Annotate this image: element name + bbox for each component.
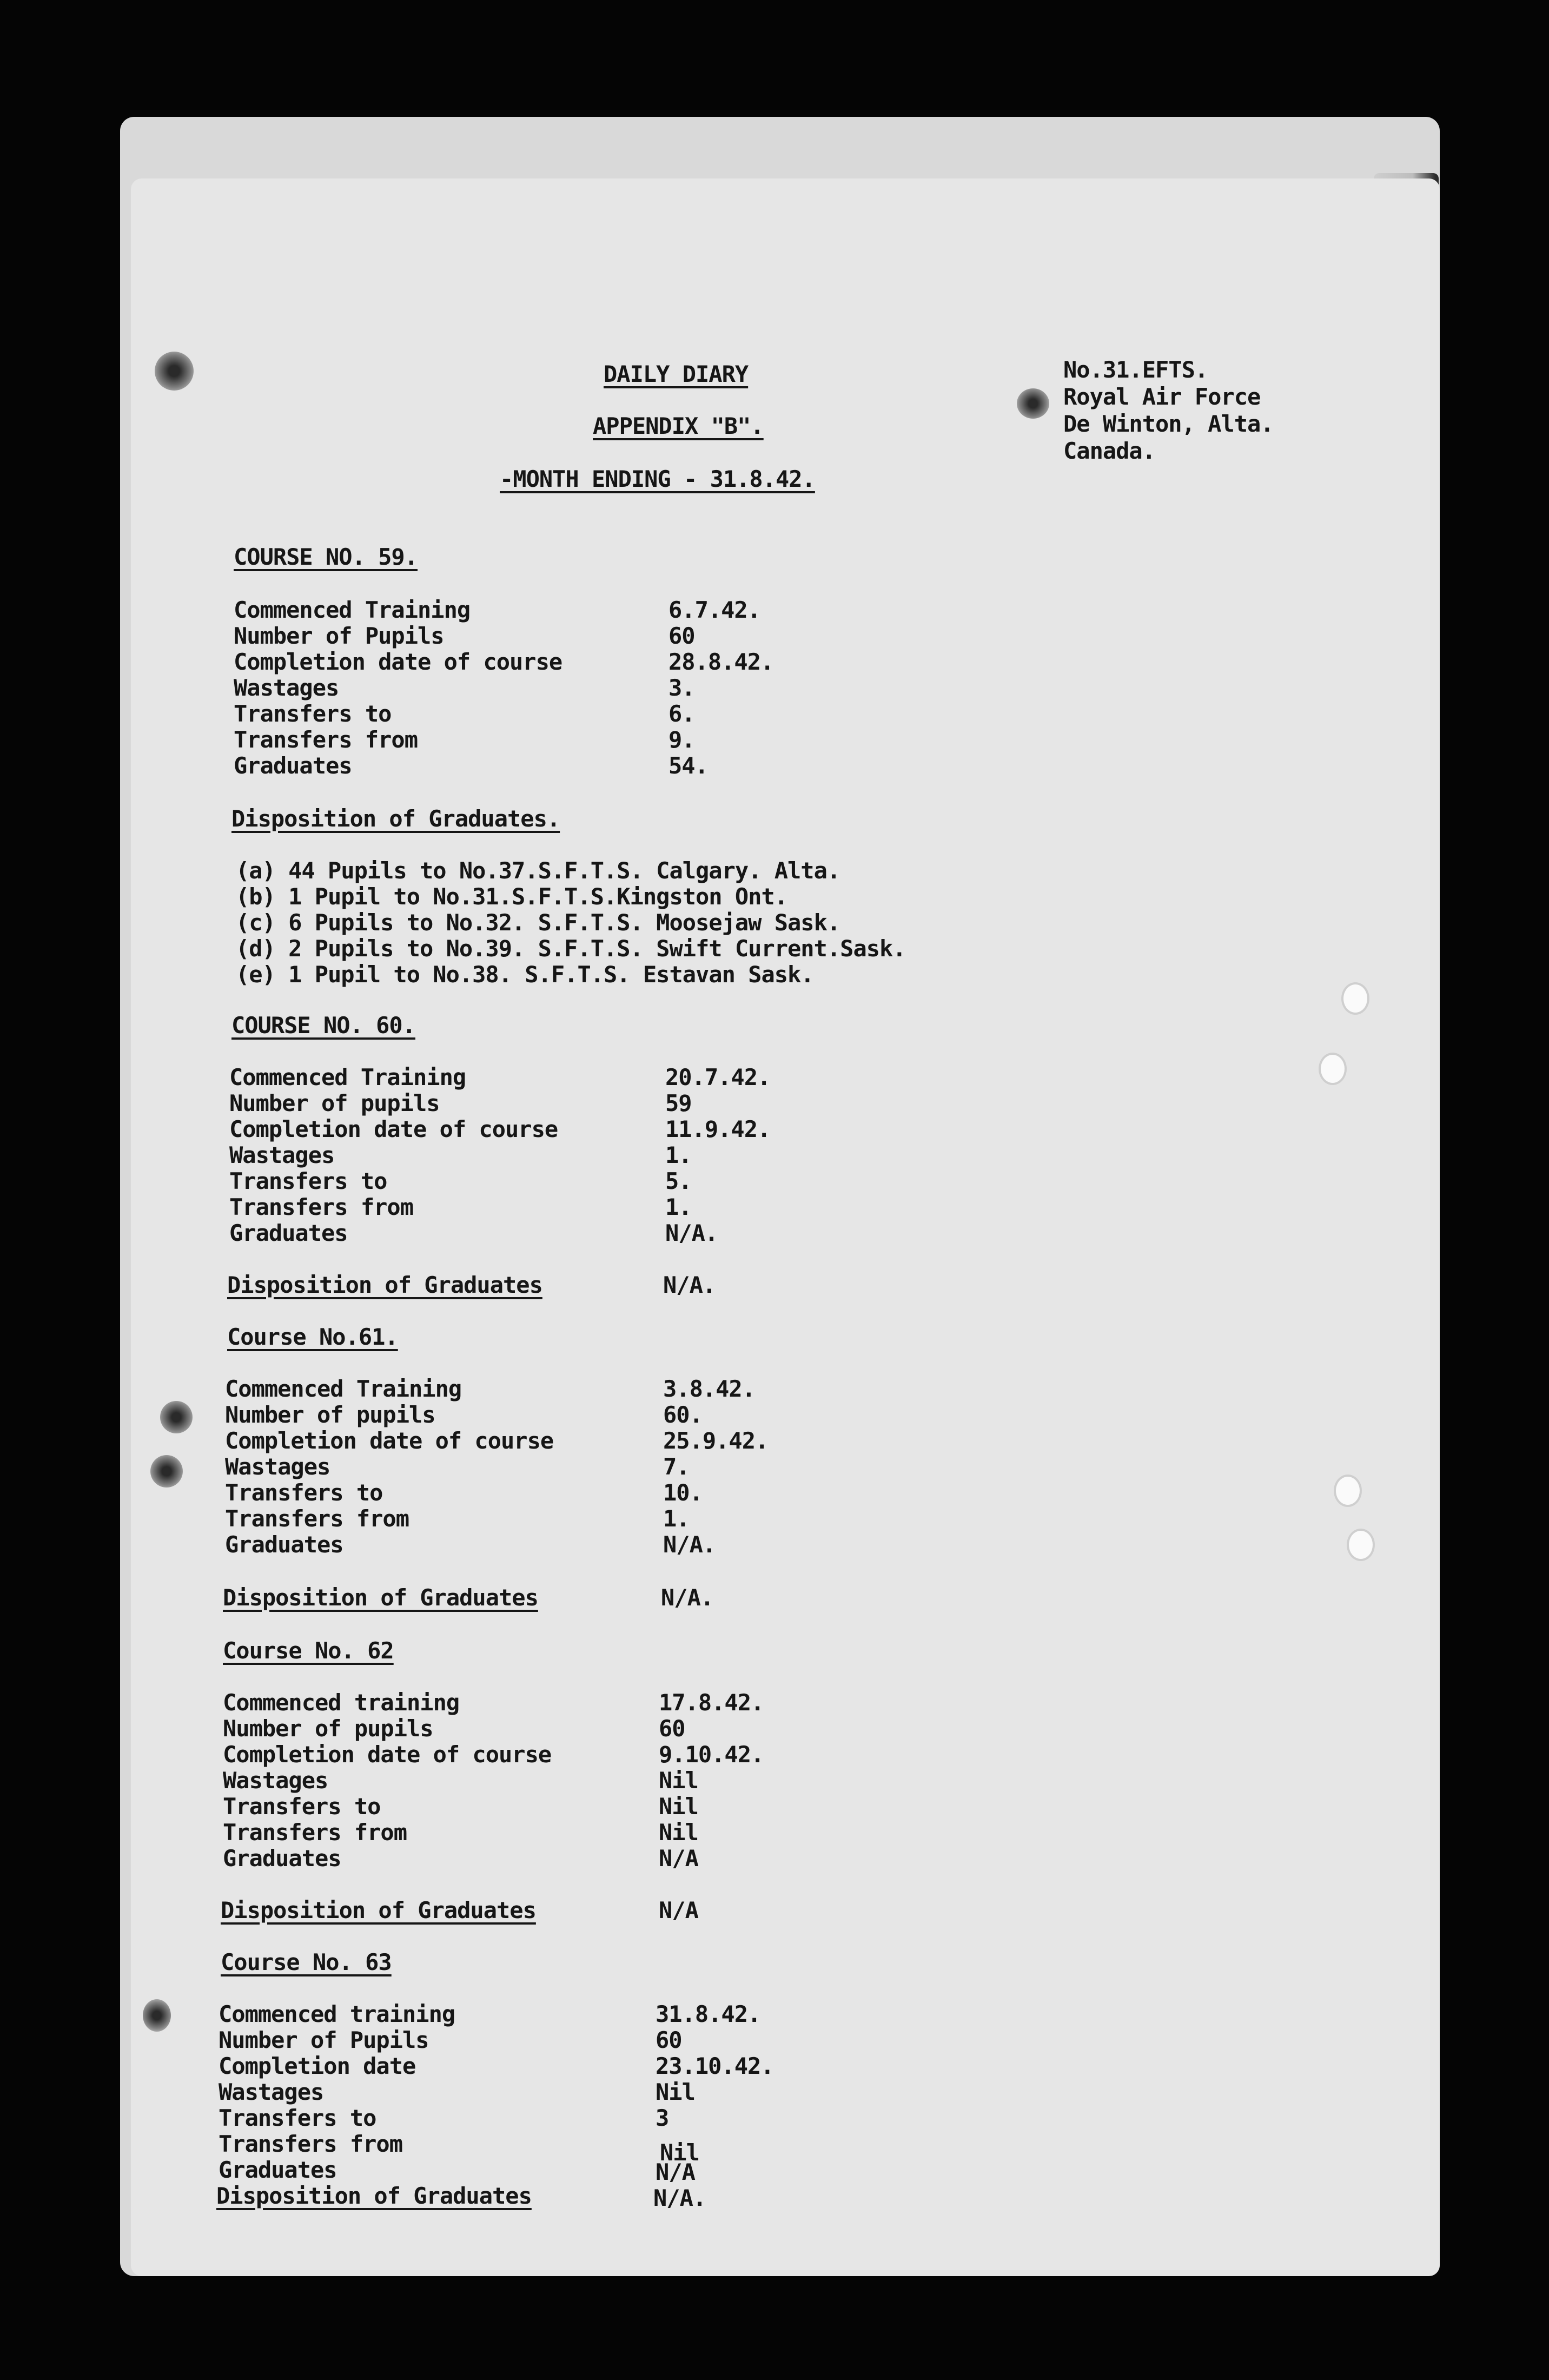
c59-value: 9.	[668, 726, 695, 753]
c59-value: 3.	[668, 675, 695, 701]
unit-line-4: Canada.	[1063, 438, 1156, 464]
c62-value: 9.10.42.	[659, 1741, 764, 1768]
c60-label: Completion date of course	[229, 1116, 558, 1142]
c62-value: Nil	[659, 1767, 698, 1794]
c60-label: Graduates	[229, 1220, 348, 1246]
c63-value: N/A	[656, 2159, 695, 2185]
c62-value: 60	[659, 1715, 685, 1742]
course-62-title: Course No. 62	[223, 1637, 394, 1664]
c63-value: Nil	[660, 2139, 699, 2166]
ink-blot	[155, 352, 194, 391]
c60-value: 1.	[665, 1142, 692, 1168]
c59-disposition-item: (a) 44 Pupils to No.37.S.F.T.S. Calgary. Alta.	[236, 857, 840, 884]
c62-label: Wastages	[223, 1767, 328, 1794]
c61-disposition-value: N/A.	[661, 1584, 714, 1611]
c61-value: 3.8.42.	[663, 1376, 756, 1402]
c59-label: Completion date of course	[234, 649, 562, 675]
c60-value: 59	[665, 1090, 692, 1116]
c59-disposition-item: (b) 1 Pupil to No.31.S.F.T.S.Kingston Ont.	[236, 883, 788, 910]
c63-label: Commenced training	[219, 2001, 455, 2027]
c60-label: Number of pupils	[229, 1090, 440, 1116]
c59-label: Number of Pupils	[234, 623, 444, 649]
c59-disposition-item: (e) 1 Pupil to No.38. S.F.T.S. Estavan Sask.	[236, 961, 814, 988]
punch-hole	[1341, 982, 1369, 1015]
c59-value: 54.	[668, 752, 708, 779]
c59-disposition-title: Disposition of Graduates.	[231, 805, 560, 832]
c61-value: N/A.	[663, 1531, 716, 1558]
c61-label: Transfers to	[225, 1479, 383, 1506]
c62-label: Graduates	[223, 1845, 341, 1872]
unit-line-3: De Winton, Alta.	[1063, 411, 1274, 437]
c59-value: 28.8.42.	[668, 649, 774, 675]
month-ending: -MONTH ENDING - 31.8.42.	[500, 466, 815, 492]
c62-label: Transfers from	[223, 1819, 407, 1846]
c62-disposition-value: N/A	[659, 1897, 698, 1923]
c60-label: Transfers to	[229, 1168, 387, 1194]
c62-disposition-label: Disposition of Graduates	[221, 1897, 536, 1923]
c63-label: Graduates	[219, 2157, 337, 2183]
diary-title: DAILY DIARY	[604, 361, 749, 387]
c60-value: 1.	[665, 1194, 692, 1220]
c60-value: 5.	[665, 1168, 692, 1194]
unit-line-2: Royal Air Force	[1063, 384, 1261, 410]
course-63-title: Course No. 63	[221, 1949, 392, 1975]
course-60-title: COURSE NO. 60.	[231, 1012, 416, 1039]
c59-label: Transfers to	[234, 700, 392, 727]
appendix-label: APPENDIX "B".	[593, 413, 764, 439]
c63-value: 23.10.42.	[656, 2053, 774, 2079]
c63-label: Completion date	[219, 2053, 416, 2079]
ink-blot	[150, 1455, 183, 1488]
c62-value: Nil	[659, 1819, 698, 1846]
c61-value: 60.	[663, 1401, 703, 1428]
unit-line-1: No.31.EFTS.	[1063, 356, 1208, 383]
c61-disposition-label: Disposition of Graduates	[223, 1584, 538, 1611]
c62-value: Nil	[659, 1793, 698, 1820]
c61-value: 25.9.42.	[663, 1427, 769, 1454]
ink-blot	[160, 1401, 193, 1433]
punch-hole	[1347, 1529, 1375, 1561]
course-59-title: COURSE NO. 59.	[234, 544, 418, 570]
c61-label: Graduates	[225, 1531, 343, 1558]
c63-label: Number of Pupils	[219, 2027, 429, 2053]
c59-label: Wastages	[234, 675, 339, 701]
c62-label: Completion date of course	[223, 1741, 552, 1768]
punch-hole	[1319, 1053, 1347, 1085]
c60-value: 20.7.42.	[665, 1064, 771, 1090]
c62-label: Number of pupils	[223, 1715, 433, 1742]
c63-label: Transfers from	[219, 2131, 403, 2157]
c59-label: Graduates	[234, 752, 352, 779]
c60-value: N/A.	[665, 1220, 718, 1246]
c59-value: 6.	[668, 700, 695, 727]
c61-value: 1.	[663, 1505, 690, 1532]
c63-disposition-value: N/A.	[653, 2185, 706, 2211]
c63-value: 60	[656, 2027, 682, 2053]
c62-label: Commenced training	[223, 1689, 460, 1716]
c59-label: Commenced Training	[234, 597, 471, 623]
c62-value: N/A	[659, 1845, 698, 1872]
c59-disposition-item: (c) 6 Pupils to No.32. S.F.T.S. Moosejaw Sask.	[236, 909, 840, 936]
c62-label: Transfers to	[223, 1793, 381, 1820]
punch-hole	[1334, 1475, 1362, 1507]
course-61-title: Course No.61.	[227, 1324, 398, 1350]
c61-value: 10.	[663, 1479, 703, 1506]
c63-label: Wastages	[219, 2079, 324, 2105]
c61-label: Completion date of course	[225, 1427, 554, 1454]
c60-disposition-label: Disposition of Graduates	[227, 1272, 542, 1298]
c59-label: Transfers from	[234, 726, 418, 753]
c61-label: Wastages	[225, 1453, 330, 1480]
c63-value: 31.8.42.	[656, 2001, 761, 2027]
c59-value: 60	[668, 623, 695, 649]
c61-value: 7.	[663, 1453, 690, 1480]
c63-disposition-label: Disposition of Graduates	[216, 2183, 532, 2209]
c63-value: 3	[656, 2105, 669, 2131]
c60-label: Wastages	[229, 1142, 335, 1168]
c61-label: Transfers from	[225, 1505, 409, 1532]
c60-disposition-value: N/A.	[663, 1272, 716, 1298]
c61-label: Number of pupils	[225, 1401, 435, 1428]
c63-value: Nil	[656, 2079, 695, 2105]
c60-value: 11.9.42.	[665, 1116, 771, 1142]
c59-disposition-item: (d) 2 Pupils to No.39. S.F.T.S. Swift Current.Sask.	[236, 935, 906, 962]
c63-label: Transfers to	[219, 2105, 376, 2131]
c59-value: 6.7.42.	[668, 597, 761, 623]
c60-label: Commenced Training	[229, 1064, 466, 1090]
ink-blot	[143, 1999, 171, 2032]
c60-label: Transfers from	[229, 1194, 414, 1220]
c62-value: 17.8.42.	[659, 1689, 764, 1716]
ink-blot	[1017, 388, 1049, 419]
c61-label: Commenced Training	[225, 1376, 462, 1402]
